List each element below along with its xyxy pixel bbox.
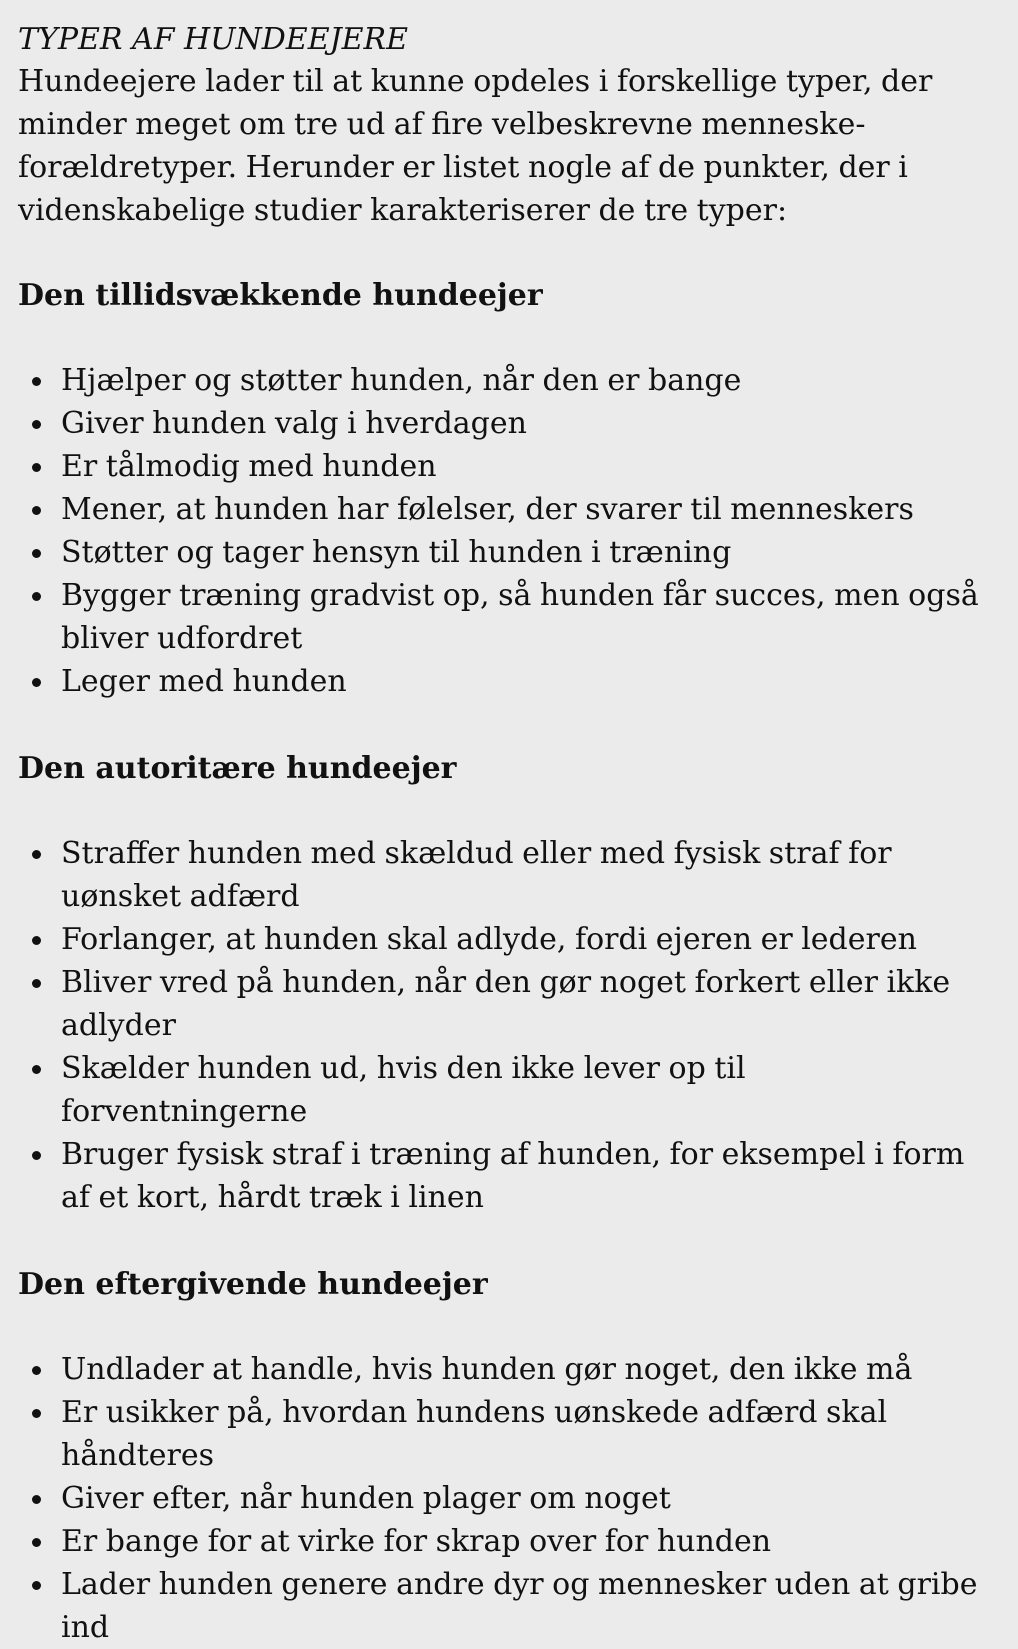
list-item: Bygger træning gradvist op, så hunden får succes, men også bliver udfordret (18, 574, 998, 660)
section-title: Den tillidsvækkende hundeejer (18, 278, 543, 313)
list-item: Giver efter, når hunden plager om noget (18, 1477, 998, 1520)
bullet-list (18, 359, 998, 703)
bullet-list (18, 832, 998, 1219)
list-item: Undlader at handle, hvis hunden gør noget, den ikke må (18, 1348, 998, 1391)
list-item: Bliver vred på hunden, når den gør noget forkert eller ikke adlyder (18, 961, 998, 1047)
list-item: Mener, at hunden har følelser, der svarer til menneskers (18, 488, 998, 531)
section-title: Den eftergivende hundeejer (18, 1267, 488, 1302)
list-item: Er bange for at virke for skrap over for hunden (18, 1520, 998, 1563)
list-item: Hjælper og støtter hunden, når den er bange (18, 359, 998, 402)
list-item: Forlanger, at hunden skal adlyde, fordi ejeren er lederen (18, 918, 998, 961)
bullet-list (18, 1348, 998, 1649)
list-item: Støtter og tager hensyn til hunden i træning (18, 531, 998, 574)
list-item: Skælder hunden ud, hvis den ikke lever op til forventningerne (18, 1047, 998, 1133)
list-item: Bruger fysisk straf i træning af hunden, for eksempel i form af et kort, hårdt træk i linen (18, 1133, 998, 1219)
factbox-intro: Hundeejere lader til at kunne opdeles i forskellige typer, der minder meget om tre ud af fire velbeskrevne menneske-forældretyper. Herunder er listet nogle af de punkter, der i videnskabelige studier karakteriserer de tre typer: (18, 64, 933, 228)
list-item: Er tålmodig med hunden (18, 445, 998, 488)
list-item: Giver hunden valg i hverdagen (18, 402, 998, 445)
section-trust (18, 274, 998, 703)
section-permissive (18, 1263, 998, 1649)
section-authoritarian (18, 747, 998, 1219)
factbox-kicker: TYPER AF HUNDEEJERE (18, 22, 408, 57)
list-item: Er usikker på, hvordan hundens uønskede adfærd skal håndteres (18, 1391, 998, 1477)
list-item: Straffer hunden med skældud eller med fysisk straf for uønsket adfærd (18, 832, 998, 918)
list-item: Lader hunden genere andre dyr og mennesker uden at gribe ind (18, 1563, 998, 1649)
section-title: Den autoritære hundeejer (18, 751, 457, 786)
list-item: Leger med hunden (18, 660, 998, 703)
